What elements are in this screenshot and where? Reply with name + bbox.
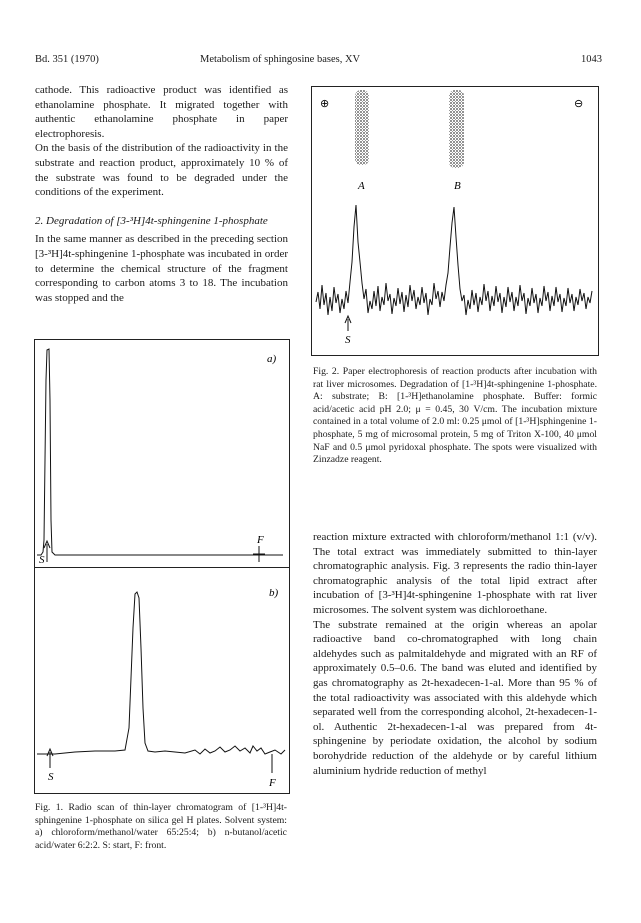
spot-b	[449, 90, 464, 168]
page-number: 1043	[581, 54, 602, 65]
right-column-text	[313, 530, 597, 778]
left-column-text	[35, 83, 288, 305]
running-header-title: Metabolism of sphingosine bases, XV	[200, 54, 361, 65]
start-label: S	[39, 554, 45, 566]
section-title: 2. Degradation of [3-³H]4t-sphingenine 1-phosphate	[35, 214, 268, 227]
fig1-panel-a	[34, 339, 290, 568]
fig2-plot	[312, 87, 598, 355]
label-b: B	[454, 180, 461, 192]
running-header-volume: Bd. 351 (1970)	[35, 54, 99, 65]
paragraph: reaction mixture extracted with chloroform/methanol 1:1 (v/v). The total extract was immediately submitted to thin-layer chromatographic analysis. Fig. 3 represents the radio thin-layer chromatographic analysis of the total lipid extract after incubation of [3-³H]4t-sphingenine 1-phosphate with rat liver microsomes. The solvent system was dichloroethane.	[313, 531, 597, 616]
fig2-caption: Fig. 2. Paper electrophoresis of reaction products after incubation with rat liver microsomes. Degradation of [1-³H]4t-sphingenine 1-phosphate. A: substrate; B: [1-³H]ethanolamine phosphate. Buffer: formic acid/acetic acid pH 2.0; μ = 0.45, 30 V/cm. The incubation mixture contained in a total volume of 2.0 ml: 0.25 μmol of [1-³H]sphingenine 1-phosphate, 5 mg of microsomal protein, 5 mg of Triton X-100, 40 μmol NaF and 0.5 μmol pyridoxal phosphate. The spots were visualized with Zinzadze reagent.	[313, 366, 597, 466]
paragraph: In the same manner as described in the preceding section [3-³H]4t-sphingenine 1-phosphate was incubated in order to determine the chemical structure of the fragment corresponding to carbon atoms 3 to 18. The incubation was stopped and the	[35, 233, 288, 304]
fig1b-plot	[35, 568, 289, 793]
label-a: A	[358, 180, 365, 192]
fig1a-radio-trace	[37, 349, 283, 555]
spot-a	[355, 90, 369, 165]
fig1a-plot	[35, 340, 289, 567]
anode-symbol: ⊕	[320, 98, 330, 110]
fig1-caption: Fig. 1. Radio scan of thin-layer chromatogram of [1-³H]4t-sphingenine 1-phosphate on silica gel H plates. Solvent system: a) chloroform/methanol/water 65:25:4; b) n-butanol/acetic acid/water 6:2:2. S: start, F: front.	[35, 802, 287, 851]
panel-b-label: b)	[269, 587, 279, 599]
fig2-radio-trace	[316, 205, 592, 315]
paragraph: The substrate remained at the origin whereas an apolar radioactive band co-chromatographed with long chain aldehydes such as palmitaldehyde and migrated with an RF of approximately 0.5–0.6. The band was eluted and identified by gas chromatography as 2t-hexadecen-1-al. More than 95 % of the total radioactivity was associated with this aldehyde which separated well from the corresponding alcohol, 2t-hexadecen-1-ol. Authentic 2t-hexadecen-1-al was prepared from 4t-sphingenine by periodate oxidation, the alcohol by sodium borohydride reduction of the aldehyde or by careful lithium aluminium hydride reduction of methyl	[313, 618, 597, 777]
start-label: S	[345, 334, 351, 346]
paragraph: cathode. This radioactive product was identified as ethanolamine phosphate. It migrated together with authentic ethanolamine phosphate in paper electrophoresis.	[35, 84, 288, 140]
front-label: F	[257, 534, 264, 546]
panel-a-label: a)	[267, 353, 277, 365]
fig1b-radio-trace	[37, 592, 285, 754]
start-label: S	[48, 771, 54, 783]
fig1-panel-b	[34, 567, 290, 794]
fig2-electrophoresis-panel	[311, 86, 599, 356]
cathode-symbol: ⊖	[574, 98, 584, 110]
paragraph: On the basis of the distribution of the radioactivity in the substrate and reaction product, approximately 10 % of the substrate was found to be degraded under the conditions of the experiment.	[35, 142, 288, 199]
front-label: F	[269, 777, 276, 789]
